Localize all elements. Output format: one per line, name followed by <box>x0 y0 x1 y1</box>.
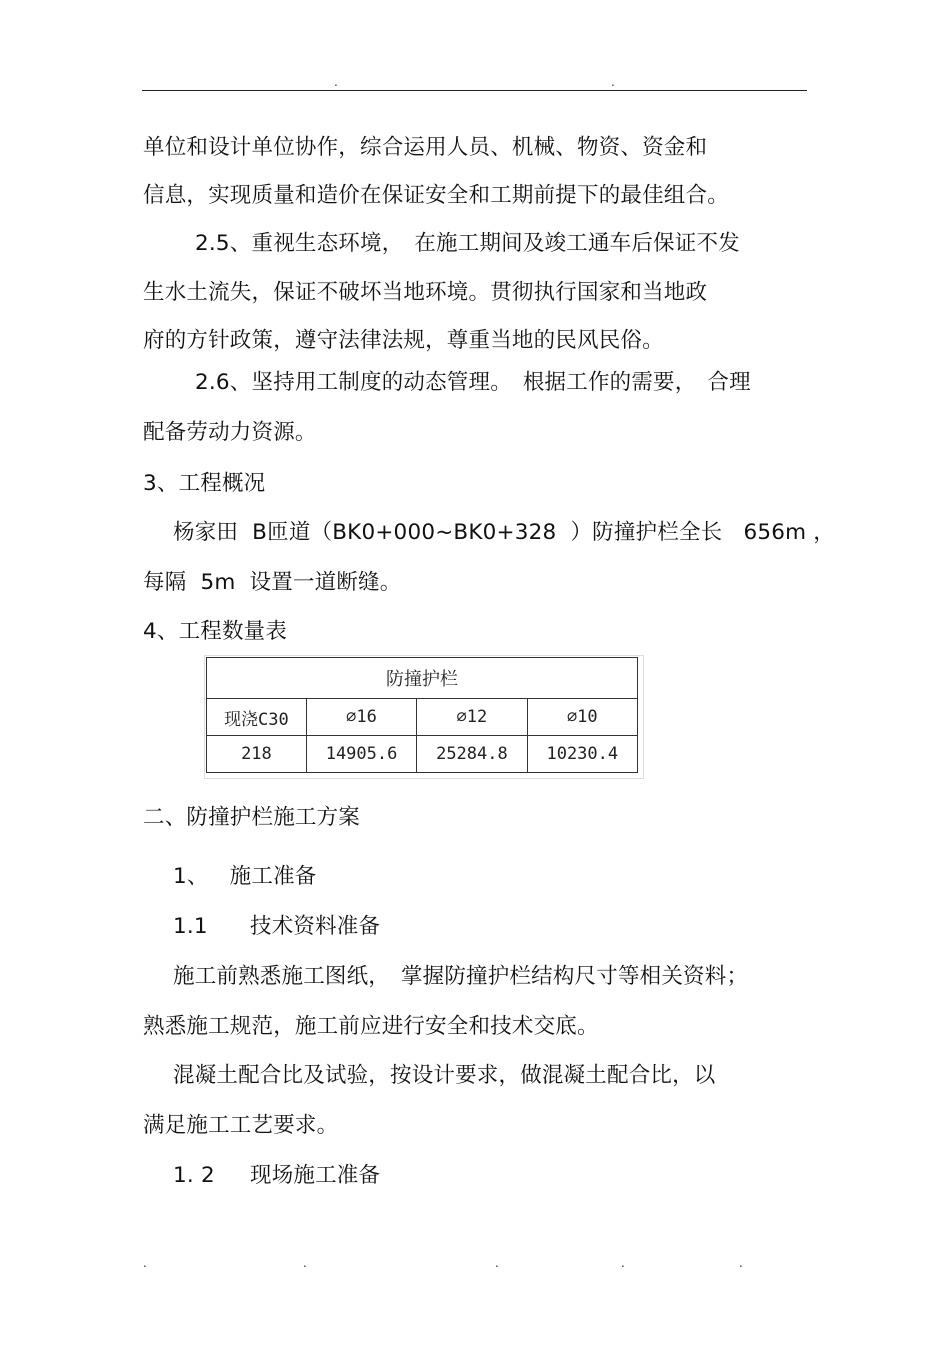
table-cell: 218 <box>207 736 307 773</box>
header-dot-left: . <box>334 75 338 89</box>
footer-dot: . <box>495 1256 499 1270</box>
table-header-cell: ⌀10 <box>527 699 637 736</box>
paragraph-line: 施工前熟悉施工图纸， 掌握防撞护栏结构尺寸等相关资料； <box>173 964 749 989</box>
paragraph-line: 信息，实现质量和造价在保证安全和工期前提下的最佳组合。 <box>143 183 729 208</box>
paragraph-line: 熟悉施工规范，施工前应进行安全和技术交底。 <box>143 1014 599 1039</box>
footer-dot: . <box>303 1256 307 1270</box>
table-row <box>207 736 638 773</box>
section-1-1-heading: 1.1 技术资料准备 <box>173 914 381 939</box>
paragraph-line: 府的方针政策，遵守法律法规，尊重当地的民风民俗。 <box>143 328 664 353</box>
paragraph-line: 满足施工工艺要求。 <box>143 1113 339 1138</box>
table-header-cell: ⌀12 <box>417 699 527 736</box>
chapter-2-heading: 二、防撞护栏施工方案 <box>143 805 361 830</box>
table-cell: 25284.8 <box>417 736 527 773</box>
table-header-row <box>207 699 638 736</box>
paragraph-line: 配备劳动力资源。 <box>143 420 317 445</box>
table-cell: 14905.6 <box>306 736 416 773</box>
table-header-cell: 现浇C30 <box>207 699 307 736</box>
paragraph-line: 混凝土配合比及试验，按设计要求，做混凝土配合比，以 <box>173 1063 716 1088</box>
paragraph-line: 每隔 5m 设置一道断缝。 <box>143 570 402 595</box>
header-rule <box>142 90 807 91</box>
footer-dot: . <box>739 1256 743 1270</box>
section-2-6-heading: 2.6、坚持用工制度的动态管理。 根据工作的需要， 合理 <box>195 370 751 395</box>
paragraph-line: 单位和设计单位协作，综合运用人员、机械、物资、资金和 <box>143 135 708 160</box>
footer-dot: . <box>621 1256 625 1270</box>
section-1-2-heading: 1. 2 现场施工准备 <box>173 1163 381 1188</box>
quantity-table <box>206 657 638 773</box>
section-4-heading: 4、工程数量表 <box>143 619 288 644</box>
paragraph-line: 生水土流失，保证不破坏当地环境。贯彻执行国家和当地政 <box>143 280 708 305</box>
table-title-row <box>207 658 638 699</box>
project-overview-line: 杨家田 B匝道（BK0+000~BK0+328 ）防撞护栏全长 656m ， <box>173 520 835 545</box>
table-header-cell: ⌀16 <box>306 699 416 736</box>
section-1-heading: 1、 施工准备 <box>173 864 317 889</box>
header-dot-right: . <box>611 75 615 89</box>
section-3-heading: 3、工程概况 <box>143 471 266 496</box>
table-cell: 10230.4 <box>527 736 637 773</box>
table-title: 防撞护栏 <box>207 658 638 699</box>
footer-dot: . <box>143 1256 147 1270</box>
section-2-5-heading: 2.5、重视生态环境， 在施工期间及竣工通车后保证不发 <box>195 231 740 256</box>
